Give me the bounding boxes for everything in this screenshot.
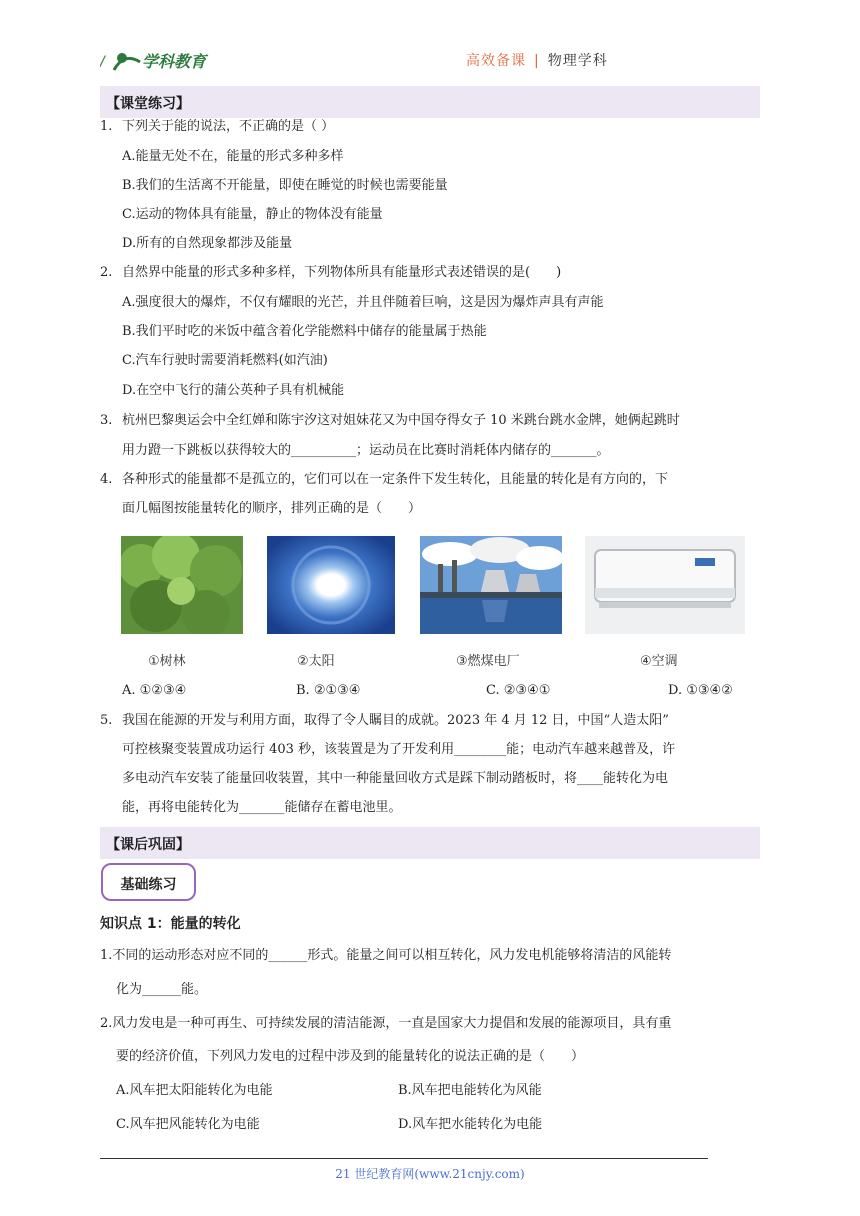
option-c: C. ②③④①	[486, 683, 551, 698]
question-line: 能，再将电能转化为_______能储存在蓄电池里。	[122, 800, 402, 815]
question-line: 杭州巴黎奥运会中全红婵和陈宇汐这对姐妹花又为中国夺得女子 10 米跳台跳水金牌，她俩起跳时	[122, 413, 680, 428]
question-line: 用力蹬一下跳板以获得较大的__________；运动员在比赛时消耗体内储存的_______。	[122, 443, 610, 458]
section-band-classroom	[100, 86, 760, 118]
image-caption: ③燃煤电厂	[456, 654, 520, 669]
question-line: 1.不同的运动形态对应不同的______形式。能量之间可以相互转化，风力发电机能够将清洁的风能转	[100, 948, 672, 963]
question-line: 面几幅图按能量转化的顺序，排列正确的是（ ）	[122, 501, 422, 516]
section-title: 【课后巩固】	[106, 837, 190, 853]
air-conditioner-image	[585, 536, 745, 638]
footer-link[interactable]: 21 世纪教育网(www.21cnjy.com)	[335, 1167, 525, 1181]
question-stem: 自然界中能量的形式多种多样，下列物体所具有能量形式表述错误的是( )	[122, 265, 562, 280]
header-separator: |	[534, 53, 540, 69]
option-b: B.我们平时吃的米饭中蕴含着化学能燃料中储存的能量属于热能	[122, 324, 487, 339]
badge-label: 基础练习	[120, 877, 177, 893]
option-c: C.汽车行驶时需要消耗燃料(如汽油)	[122, 353, 328, 368]
question-number: 4.	[100, 472, 113, 487]
question-number: 2.	[100, 265, 113, 280]
header-labels	[466, 50, 608, 70]
option-c: C.风车把风能转化为电能	[116, 1117, 260, 1132]
header-left-label: 高效备课	[466, 53, 526, 69]
header-right-label: 物理学科	[547, 53, 608, 69]
image-caption: ①树林	[148, 654, 186, 669]
option-b: B.风车把电能转化为风能	[398, 1083, 542, 1098]
question-number: 3.	[100, 413, 113, 428]
option-b: B. ②①③④	[296, 683, 361, 698]
brand-logo	[100, 46, 230, 74]
option-a: A.能量无处不在，能量的形式多种多样	[122, 149, 344, 164]
option-b: B.我们的生活离不开能量，即使在睡觉的时候也需要能量	[122, 178, 448, 193]
coal-plant-image	[420, 536, 562, 638]
basic-practice-badge	[101, 863, 196, 901]
question-line: 多电动汽车安装了能量回收装置，其中一种能量回收方式是踩下制动踏板时，将____能转化为电	[122, 771, 669, 786]
footer-divider	[100, 1158, 708, 1159]
option-d: D.所有的自然现象都涉及能量	[122, 236, 293, 251]
option-d: D.在空中飞行的蒲公英种子具有机械能	[122, 383, 345, 398]
forest-image	[121, 536, 243, 638]
question-stem: 下列关于能的说法，不正确的是（ ）	[122, 119, 335, 134]
option-a: A.风车把太阳能转化为电能	[116, 1083, 273, 1098]
section-title: 【课堂练习】	[106, 96, 190, 112]
option-a: A. ①②③④	[122, 683, 187, 698]
svg-text:/: /	[100, 54, 105, 70]
question-line: 我国在能源的开发与利用方面，取得了令人瞩目的成就。2023 年 4 月 12 日，中国“人造太阳”	[122, 713, 669, 728]
section-band-homework	[100, 827, 760, 859]
image-caption: ②太阳	[297, 654, 335, 669]
sun-image	[267, 536, 395, 638]
option-a: A.强度很大的爆炸，不仅有耀眼的光芒，并且伴随着巨响，这是因为爆炸声具有声能	[122, 295, 604, 310]
image-caption: ④空调	[640, 654, 678, 669]
question-number: 5.	[100, 713, 113, 728]
question-line: 各种形式的能量都不是孤立的，它们可以在一定条件下发生转化，且能量的转化是有方向的，下	[122, 472, 669, 487]
question-line: 2.风力发电是一种可再生、可持续发展的清洁能源，一直是国家大力提倡和发展的能源项目，具有重	[100, 1016, 672, 1031]
option-d: D.风车把水能转化为电能	[398, 1117, 543, 1132]
logo-text: 学科教育	[142, 52, 207, 71]
question-line: 化为______能。	[116, 982, 208, 997]
knowledge-point-title: 知识点 1：能量的转化	[100, 916, 241, 932]
question-line: 可控核聚变装置成功运行 403 秒，该装置是为了开发利用________能；电动汽车越来越普及，许	[122, 742, 676, 757]
option-d: D. ①③④②	[668, 683, 733, 698]
option-c: C.运动的物体具有能量，静止的物体没有能量	[122, 207, 383, 222]
question-line: 要的经济价值，下列风力发电的过程中涉及到的能量转化的说法正确的是（ ）	[116, 1049, 585, 1064]
question-number: 1.	[100, 119, 113, 134]
